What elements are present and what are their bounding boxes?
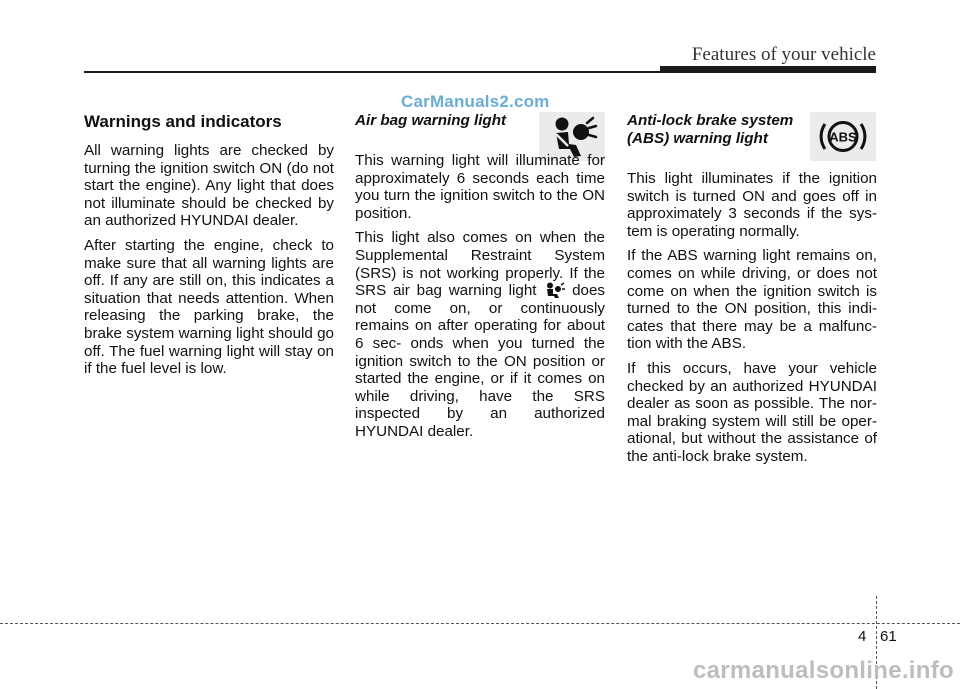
paragraph bbox=[355, 229, 605, 440]
column-warnings-indicators bbox=[84, 112, 334, 385]
footer-rule bbox=[0, 623, 960, 624]
paragraph: If this occurs, have your vehicle checked by an authorized HYUNDAI dealer as soon as possible. The nor- mal braking system will still be oper- ational, but without the assistance of the anti-lock brake system. bbox=[627, 359, 877, 465]
paragraph: This light illuminates if the ignition switch is turned ON and goes off in approximately 3 seconds if the sys- tem is operating normally. bbox=[627, 170, 877, 240]
chapter-number: 4 bbox=[858, 628, 867, 645]
paragraph: After starting the engine, check to make sure that all warning lights are off. If any are still on, this indicates a situation that needs attention. When releasing the parking brake, the brake system warning light should go off. The fuel warning light will stay on if the fuel level is low. bbox=[84, 236, 334, 378]
watermark-bottom[interactable]: carmanualsonline.info bbox=[692, 657, 954, 684]
abs-icon-text: ABS bbox=[829, 129, 857, 145]
watermark-top[interactable]: CarManuals2.com bbox=[401, 92, 550, 111]
paragraph-text: This light also comes on when the Supplemental Restraint System (SRS) is not working properly. If the SRS air bag warning light bbox=[355, 229, 605, 300]
section-heading-abs: Anti-lock brake system (ABS) warning light bbox=[627, 112, 794, 147]
column-abs bbox=[627, 112, 877, 473]
paragraph-text: does not come on, or continuously remains on after operating for about 6 sec- onds when you turned the ignition switch to the ON position or started the engine, or if it comes on while driving, have the SRS inspected by an authorized HYUNDAI dealer. bbox=[355, 282, 605, 440]
section-heading-warnings: Warnings and indicators bbox=[84, 112, 282, 131]
header-rule-thick bbox=[660, 66, 876, 73]
page-number: 61 bbox=[880, 628, 897, 645]
section-heading-airbag: Air bag warning light bbox=[355, 112, 507, 129]
column-airbag bbox=[355, 112, 605, 448]
header-rule-thin bbox=[84, 71, 660, 73]
header-title: Features of your vehicle bbox=[691, 44, 876, 65]
paragraph: If the ABS warning light remains on, comes on while driving, or does not come on when the ignition switch is turned to the ON position, this indi- cates that there may be a malfunc- tion with the ABS. bbox=[627, 247, 877, 353]
paragraph: All warning lights are checked by turning the ignition switch ON (do not start the engine). Any light that does not illuminate should be checked by an authorized HYUNDAI dealer. bbox=[84, 142, 334, 230]
airbag-inline-icon bbox=[543, 282, 565, 298]
paragraph: This warning light will illuminate for approximately 6 seconds each time you turn the ignition switch to the ON position. bbox=[355, 152, 605, 222]
